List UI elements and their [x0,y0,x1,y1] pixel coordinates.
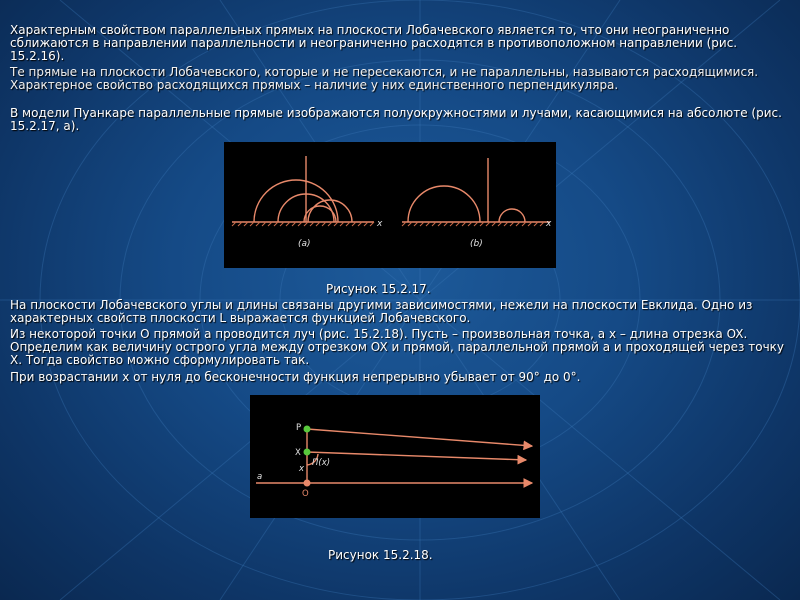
paragraph-lobachevsky-function: На плоскости Лобачевского углы и длины связаны другими зависимостями, нежели на плоскости Евклида. Одно из характерных свойств плоскости L выражается функцией Лобачевского. [10,298,753,325]
figure-label-b: (b) [470,239,483,249]
caption-figure-15-2-18: Рисунок 15.2.18. [328,548,433,562]
figure-15-2-18 [250,395,540,518]
axis-x-label-b: x [546,219,552,229]
label-pi-x: Π(x) [312,458,331,468]
paragraph-poincare-model: В модели Пуанкаре параллельные прямые изображаются полуокружностями и лучами, касающимися на абсолюте (рис. 15.2.17, а). [10,106,782,133]
figure-label-a: (a) [298,239,311,249]
point-X [304,449,311,456]
parallel-ray-from-X [307,452,526,460]
label-X: X [295,448,301,458]
point-P [304,426,311,433]
point-O [304,480,311,487]
label-x: x [299,464,305,474]
caption-figure-15-2-17: Рисунок 15.2.17. [326,282,431,296]
label-O: O [302,489,309,499]
label-a: a [257,472,263,482]
paragraph-monotonic: При возрастании x от нуля до бесконечности функция непрерывно убывает от 90° до 0°. [10,370,581,384]
semicircle-small-b [499,209,525,222]
parallel-ray-from-P [307,429,532,446]
paragraph-parallel-property: Характерным свойством параллельных прямых на плоскости Лобачевского является то, что они неограниченно сближаются в направлении параллельности и неограниченно расходятся в противоположном направлении (рис. 15.2.16). [10,23,738,63]
semicircle-right-a [308,200,352,222]
label-P: P [296,423,302,433]
semicircle-large-b [408,186,480,222]
paragraph-diverging-lines: Те прямые на плоскости Лобачевского, которые и не пересекаются, и не параллельны, называются расходящимися. Характерное свойство расходящихся прямых – наличие у них единственного перпендикуляра. [10,65,759,92]
axis-x-label-a: x [377,219,383,229]
paragraph-construction: Из некоторой точки O прямой a проводится луч (рис. 15.2.18). Пусть – произвольная точка, а x – длина отрезка OX. Определим как величину острого угла между отрезком OX и прямой, параллельной прямой a и проходящей через точку X. Тогда свойство можно сформулировать так. [10,327,785,367]
figure-15-2-17 [224,142,556,268]
